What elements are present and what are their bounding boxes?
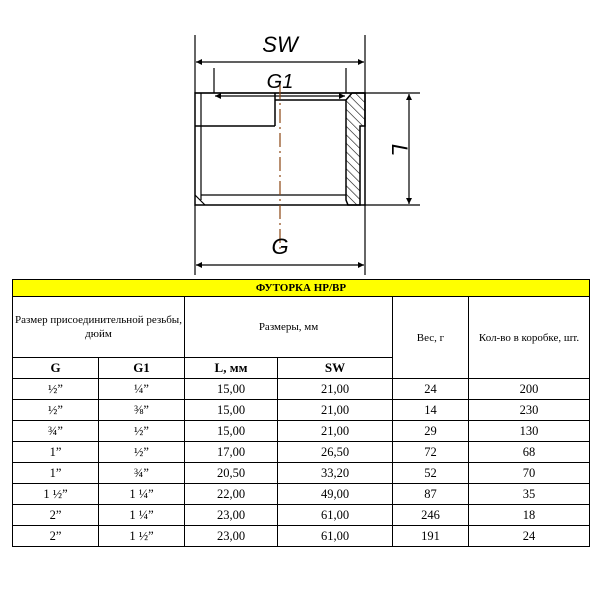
l-label: L [387,143,412,157]
table-row [13,484,590,505]
table-row [13,421,590,442]
table-row [13,526,590,547]
cell-qty: 130 [469,421,590,442]
cell-sw: 49,00 [278,484,393,505]
cell-sw: 61,00 [278,505,393,526]
cell-sw: 33,20 [278,463,393,484]
cell-l: 15,00 [185,421,278,442]
cell-weight: 14 [393,400,469,421]
cell-l: 22,00 [185,484,278,505]
cell-l: 17,00 [185,442,278,463]
cell-weight: 246 [393,505,469,526]
cell-qty: 35 [469,484,590,505]
table-row [13,463,590,484]
cell-qty: 230 [469,400,590,421]
cell-l: 15,00 [185,379,278,400]
cell-g1: ¾” [99,463,185,484]
cell-sw: 21,00 [278,400,393,421]
cell-g1: ½” [99,421,185,442]
cell-weight: 191 [393,526,469,547]
cell-sw: 21,00 [278,379,393,400]
g1-label: G1 [266,71,294,93]
header-thread-size: Размер присоединительной резьбы, дюйм [13,297,185,358]
cell-g1: ⅜” [99,400,185,421]
cell-g1: 1 ¼” [99,484,185,505]
cell-qty: 68 [469,442,590,463]
cell-weight: 52 [393,463,469,484]
cell-l: 20,50 [185,463,278,484]
cell-g: ½” [13,400,99,421]
header-weight: Вес, г [393,297,469,379]
cell-l: 23,00 [185,526,278,547]
header-dimensions: Размеры, мм [185,297,393,358]
cell-g: ½” [13,379,99,400]
cell-weight: 87 [393,484,469,505]
col-l: L, мм [185,358,278,379]
cell-sw: 26,50 [278,442,393,463]
table-row [13,442,590,463]
cell-g1: ¼” [99,379,185,400]
cell-g1: ½” [99,442,185,463]
cell-qty: 24 [469,526,590,547]
cell-g: 2” [13,505,99,526]
sw-label: SW [262,32,298,57]
col-sw: SW [278,358,393,379]
col-g1: G1 [99,358,185,379]
technical-drawing [180,20,430,280]
cell-weight: 29 [393,421,469,442]
table-row [13,505,590,526]
col-g: G [13,358,99,379]
cell-sw: 61,00 [278,526,393,547]
spec-table [12,279,590,547]
cell-l: 23,00 [185,505,278,526]
cell-qty: 70 [469,463,590,484]
cell-qty: 18 [469,505,590,526]
cell-g: 1” [13,442,99,463]
cell-sw: 21,00 [278,421,393,442]
cell-g: 1” [13,463,99,484]
cell-g: 1 ½” [13,484,99,505]
table-row [13,379,590,400]
table-row [13,400,590,421]
bushing-drawing-icon [180,20,430,280]
cell-weight: 72 [393,442,469,463]
cell-g: ¾” [13,421,99,442]
cell-g: 2” [13,526,99,547]
g-label: G [271,234,289,259]
cell-l: 15,00 [185,400,278,421]
table-title: ФУТОРКА НР/ВР [13,280,590,297]
cell-weight: 24 [393,379,469,400]
cell-qty: 200 [469,379,590,400]
cell-g1: 1 ½” [99,526,185,547]
cell-g1: 1 ¼” [99,505,185,526]
header-qty: Кол-во в коробке, шт. [469,297,590,379]
